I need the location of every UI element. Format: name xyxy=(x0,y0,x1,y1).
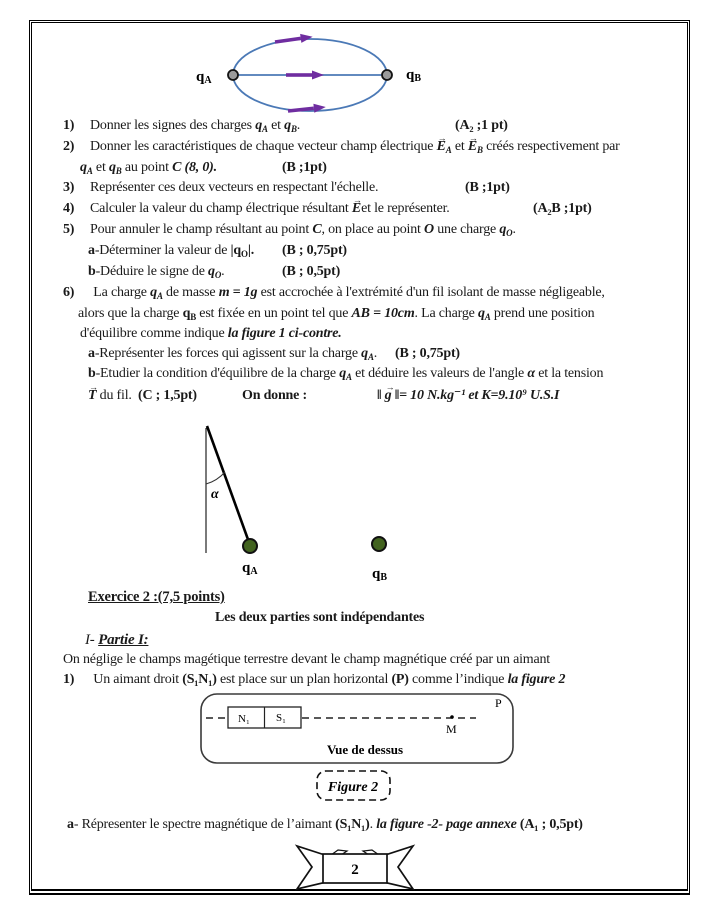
label-south-pole: S₁ xyxy=(276,712,286,724)
text-segment: On néglige le champs magétique terrestre devant le champ magnétique créé par un aimant xyxy=(63,652,550,667)
text-segment: = 10 N.kg⁻¹ et K=9.10⁹ U.S.I xyxy=(399,388,560,403)
text-segment: et le représenter. xyxy=(361,201,450,216)
text-segment: Partie I: xyxy=(98,632,149,648)
text-segment: B xyxy=(190,312,196,322)
label-north-pole: N₁ xyxy=(238,713,250,725)
text-segment: et déduire les valeurs de l'angle xyxy=(351,366,528,381)
text-segment: (A₂B ;1pt) xyxy=(533,201,592,216)
text-segment: créés respectivement par xyxy=(482,139,620,154)
text-segment: q xyxy=(284,118,291,133)
question-1 xyxy=(63,117,508,138)
text-segment: Exercice 2 :(7,5 points) xyxy=(88,589,225,605)
magnet-svg xyxy=(195,690,540,805)
text-segment: |. xyxy=(247,243,255,258)
text-segment: est place sur un plan horizontal xyxy=(216,672,392,687)
text-segment: (S₁N₁) xyxy=(182,672,217,687)
text-segment: q xyxy=(80,160,87,175)
exam-page xyxy=(29,20,690,895)
charge-qb-dot xyxy=(382,70,392,80)
text-segment: Représenter ces deux vecteurs en respectant l'échelle. xyxy=(90,180,379,195)
text-segment: 1) xyxy=(63,118,75,133)
text-segment: du fil. xyxy=(96,388,132,403)
label-plane-p: P xyxy=(495,696,502,710)
ball-qa xyxy=(243,539,257,553)
page-number: 2 xyxy=(351,862,359,878)
text-segment: B xyxy=(115,166,122,176)
text-segment: AB = 10cm xyxy=(351,306,415,321)
text-segment: et xyxy=(92,160,109,175)
text-segment: ‖ xyxy=(377,388,385,403)
text-segment: ‖ xyxy=(391,388,400,403)
text-segment: (B ;1pt) xyxy=(282,160,327,175)
text-segment: O xyxy=(241,249,248,259)
arrow-bottom-icon xyxy=(288,103,327,116)
text-segment: . xyxy=(296,118,301,133)
question-4 xyxy=(63,200,592,218)
text-segment: A xyxy=(156,291,163,301)
text-segment: q xyxy=(477,306,485,321)
label-point-m: M xyxy=(446,722,457,736)
question-5a xyxy=(88,242,347,263)
text-segment: (B ; 0,5pt) xyxy=(282,264,341,279)
text-segment: 6) xyxy=(63,285,75,300)
text-segment: B xyxy=(476,145,483,155)
text-segment: A xyxy=(86,166,93,176)
text-segment: A xyxy=(484,312,491,322)
part-1-question-1 xyxy=(63,671,565,689)
text-segment: C (8, 0). xyxy=(172,160,217,175)
question-2 xyxy=(63,138,620,159)
text-segment: q xyxy=(150,285,157,300)
text-segment: a xyxy=(88,346,95,361)
text-segment: . xyxy=(373,346,378,361)
angle-arc xyxy=(206,472,225,484)
label-qa: qA xyxy=(242,560,258,577)
text-segment: q xyxy=(108,160,116,175)
label-qb: qB xyxy=(406,67,422,84)
question-6-cont2 xyxy=(80,325,342,343)
text-segment: de masse xyxy=(162,285,219,300)
text-segment: Un aimant droit xyxy=(90,672,183,687)
text-segment: q xyxy=(255,118,263,133)
magnet-figure xyxy=(195,690,540,810)
text-segment: A xyxy=(367,352,374,362)
label-qb: qB xyxy=(372,566,388,583)
label-alpha: α xyxy=(211,487,219,502)
field-arrows xyxy=(274,32,326,115)
text-segment: comme l’indique xyxy=(408,672,508,687)
text-segment: et xyxy=(451,139,468,154)
text-segment: (S₁N₁) xyxy=(335,817,370,832)
text-segment: a xyxy=(88,243,95,258)
text-segment: 1) xyxy=(63,672,75,687)
part-1-question-1a xyxy=(67,816,583,834)
text-segment: la figure 2 xyxy=(507,672,566,687)
question-6b xyxy=(88,365,603,386)
text-segment: . xyxy=(369,817,377,832)
text-segment: A xyxy=(262,124,268,134)
text-segment: A xyxy=(346,372,352,382)
text-segment: et xyxy=(267,118,285,133)
text-segment: Donner les caractéristiques de chaque vecteur champ électrique xyxy=(90,139,437,154)
text-segment: la figure 1 ci-contre. xyxy=(227,326,342,341)
text-segment: a xyxy=(67,817,74,832)
text-segment: prend une position xyxy=(490,306,595,321)
text-segment: C xyxy=(312,222,322,237)
text-segment: A xyxy=(445,145,452,155)
page-number-ribbon xyxy=(285,841,425,898)
ball-qb xyxy=(372,537,386,551)
text-segment: . xyxy=(512,222,516,237)
text-segment: (A₁ ; 0,5pt) xyxy=(519,817,583,832)
text-segment: La charge xyxy=(90,285,151,300)
text-segment: q xyxy=(182,306,191,321)
question-3 xyxy=(63,179,510,197)
text-segment: -Déduire le signe de xyxy=(95,264,209,279)
text-segment: (P) xyxy=(391,672,409,687)
ribbon-svg xyxy=(285,841,425,893)
text-segment: On donne : xyxy=(242,388,307,403)
text-segment: Pour annuler le champ résultant au point xyxy=(90,222,313,237)
field-lines-svg xyxy=(190,32,450,120)
text-segment: B xyxy=(290,124,297,134)
text-segment: Calculer la valeur du champ électrique résultant xyxy=(90,201,352,216)
text-segment: q xyxy=(361,346,368,361)
text-segment: (C ; 1,5pt) xyxy=(138,388,197,403)
pendulum-wire xyxy=(207,426,250,545)
pendulum-figure xyxy=(150,420,500,595)
text-segment: -Etudier la condition d'équilibre de la charge xyxy=(95,366,340,381)
text-segment: - Répresenter le spectre magnétique de l’aimant xyxy=(73,817,336,832)
text-segment: O xyxy=(214,270,222,280)
text-segment: . xyxy=(221,264,225,279)
text-segment: 4) xyxy=(63,201,75,216)
question-5b xyxy=(88,263,341,284)
text-segment: b xyxy=(88,264,96,279)
text-segment: , on place au point xyxy=(321,222,425,237)
text-segment: -Représenter les forces qui agissent sur la charge xyxy=(94,346,362,361)
text-segment: . La charge xyxy=(414,306,478,321)
text-segment: (B ;1pt) xyxy=(465,180,510,195)
question-2-cont xyxy=(80,159,327,180)
text-segment: d'équilibre comme indique xyxy=(80,326,228,341)
text-segment: 3) xyxy=(63,180,75,195)
charge-qa-dot xyxy=(228,70,238,80)
point-m-dot xyxy=(450,715,454,719)
text-segment: -Déterminer la valeur de xyxy=(94,243,231,258)
exercise-2-subtitle xyxy=(215,609,424,627)
text-segment: alors que la charge xyxy=(78,306,183,321)
part-1-heading xyxy=(85,631,148,649)
text-segment: la figure -2- page annexe xyxy=(376,817,520,832)
text-segment: → g xyxy=(385,387,392,405)
text-segment: au point xyxy=(121,160,173,175)
field-lines-figure xyxy=(190,32,450,125)
question-6-cont xyxy=(78,305,594,326)
text-segment: q xyxy=(208,264,215,279)
text-segment: est fixée en un point tel que xyxy=(196,306,352,321)
part-1-intro xyxy=(63,651,550,669)
text-segment: → E xyxy=(437,138,446,156)
text-segment: une charge xyxy=(433,222,500,237)
text-segment: (B ; 0,75pt) xyxy=(395,346,460,361)
text-segment: b xyxy=(88,366,96,381)
text-segment: m = 1g xyxy=(218,285,258,300)
caption-vue-de-dessus: Vue de dessus xyxy=(326,742,404,757)
text-segment: α xyxy=(527,366,535,381)
text-segment: Donner les signes des charges xyxy=(90,118,256,133)
text-segment: I- xyxy=(85,632,95,648)
text-segment xyxy=(377,387,559,405)
text-segment: 5) xyxy=(63,222,75,237)
text-segment: Les deux parties sont indépendantes xyxy=(215,610,425,625)
question-5 xyxy=(63,221,516,242)
text-segment: 2) xyxy=(63,139,75,154)
text-segment: et la tension xyxy=(534,366,604,381)
text-segment: q xyxy=(499,222,507,237)
text-segment: (B ; 0,75pt) xyxy=(282,243,347,258)
question-6a xyxy=(88,345,460,366)
text-segment: → E xyxy=(468,138,477,156)
pendulum-svg xyxy=(150,420,500,590)
text-segment: |q xyxy=(230,243,242,258)
arrow-top-icon xyxy=(274,32,313,46)
question-6 xyxy=(63,284,605,305)
question-6b-cont xyxy=(88,387,560,405)
text-segment: est accrochée à l'extrémité d'un fil isolant de masse négligeable, xyxy=(257,285,605,300)
text-segment: (A₂ ;1 pt) xyxy=(455,118,508,133)
figure-2-label: Figure 2 xyxy=(327,780,379,795)
text-segment: O xyxy=(506,228,513,238)
label-qa: qA xyxy=(196,69,212,86)
text-segment: O xyxy=(424,222,434,237)
text-segment: → E xyxy=(352,200,361,218)
text-segment: → T xyxy=(88,387,96,405)
text-segment: q xyxy=(339,366,347,381)
arrow-middle-icon xyxy=(286,71,324,80)
